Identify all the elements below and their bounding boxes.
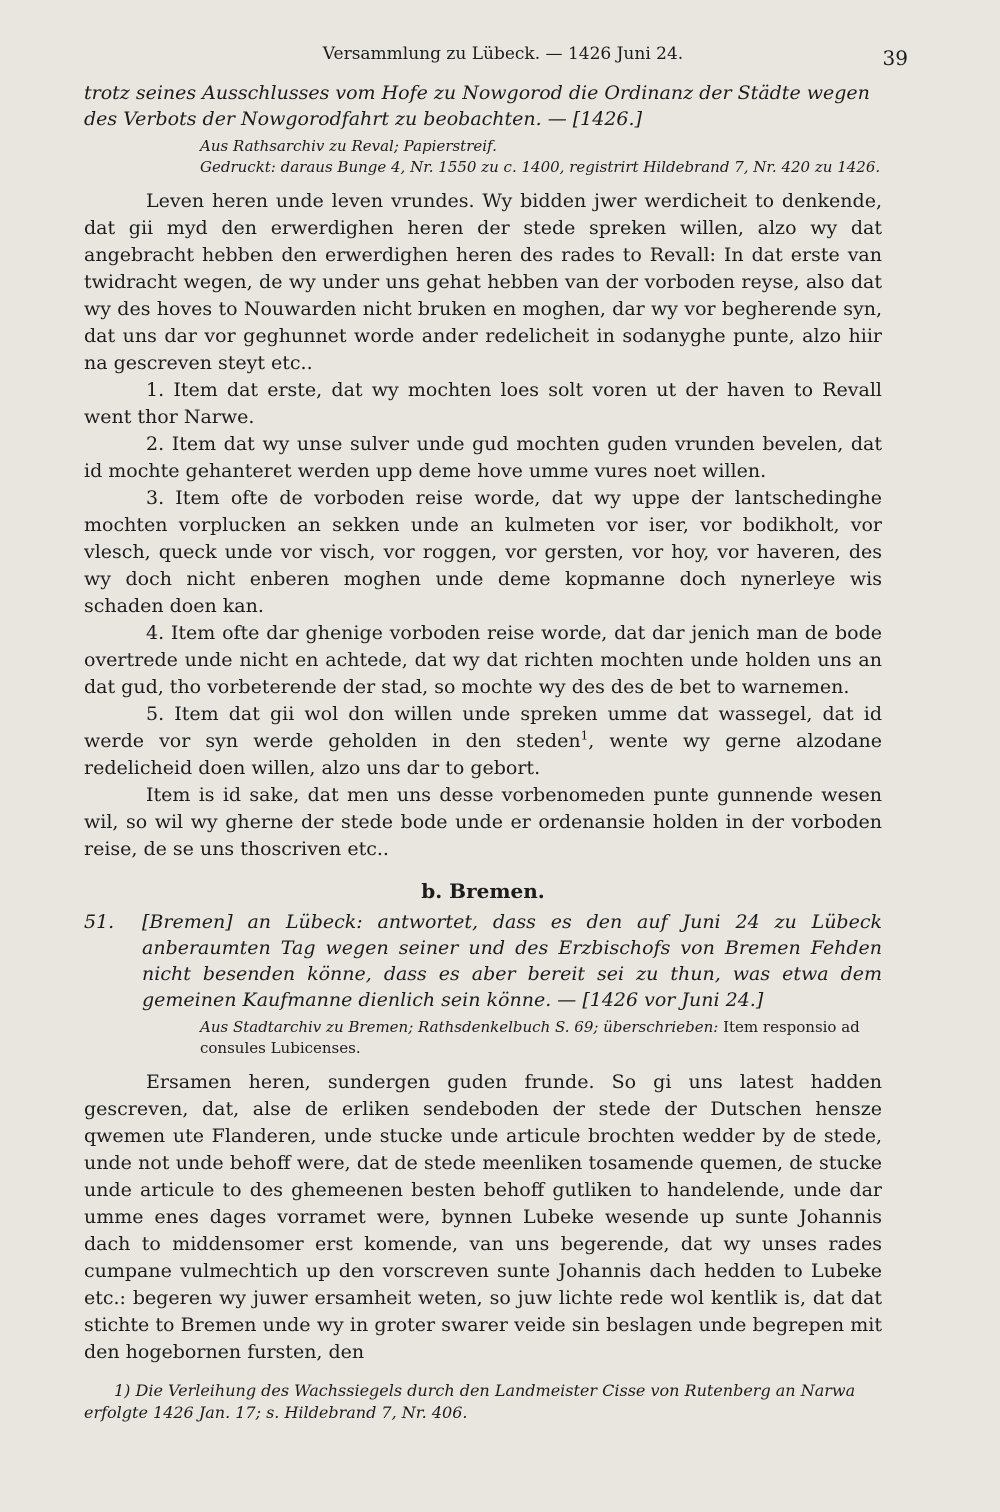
letter1-item-3: 3. Item ofte de vorboden reise worde, dat wy uppe der lantschedinghe mochten vorplucken an sekken unde an kulmeten vor iser, vor bodikholt, vor vlesch, queck unde vor visch, vor roggen, vor gersten, vor hoy, vor haveren, des wy doch nicht enberen moghen unde deme kopmanne doch nynerleye wis schaden doen kan. <box>84 487 882 617</box>
letter1-item-2: 2. Item dat wy unse sulver unde gud mochten guden vrunden bevelen, dat id mochte gehanteret werden upp deme hove umme vures noet willen. <box>84 433 882 482</box>
footnote-mark: 1) <box>114 1381 131 1400</box>
top-source-note <box>84 136 882 178</box>
footnote <box>84 1380 882 1424</box>
item5-text-b: , wente wy gerne alzodane redelicheid doen willen, alzo uns dar to gebort. <box>84 730 882 779</box>
source-archive-line: Aus Rathsarchiv zu Reval; Papierstreif. <box>200 137 497 155</box>
running-header <box>84 44 908 80</box>
letter1-closing: Item is id sake, dat men uns desse vorbenomeden punte gunnende wesen wil, so wil wy gherne der stede bode unde er ordenansie holden in der vorboden reise, de se uns thoscriven etc.. <box>84 784 882 860</box>
letter1-item-4: 4. Item ofte dar ghenige vorboden reise worde, dat dar jenich man de bode overtrede unde nicht en achtede, dat wy dat richten mochten unde holden uns an dat gud, tho vorbeterende der stad, so mochte wy des des de bet to warnemen. <box>84 622 882 698</box>
entry-51 <box>84 909 882 1013</box>
letter1-paragraph: Leven heren unde leven vrundes. Wy bidden jwer werdicheit to denkende, dat gii myd den erwerdighen heren der stede spreken willen, alzo wy dat angebracht hebben den erwerdighen heren des rades to Revall: In dat erste van twidracht wegen, de wy under uns gehat hebben van der vorboden reyse, also dat wy des hoves to Nouwarden nicht bruken en moghen, dar wy vor begherende syn, dat uns dar vor geghunnet worde ander redelicheit in sodanyghe punte, alzo hiir na gescreven steyt etc.. <box>84 190 882 374</box>
source-italic: Aus Stadtarchiv zu Bremen; Rathsdenkelbuch S. 69; überschrieben: <box>200 1018 719 1036</box>
top-regest-summary: trotz seines Ausschlusses vom Hofe zu Nowgorod die Ordinanz der Städte wegen des Verbots der Nowgorodfahrt zu beobachten. — [1426.] <box>84 82 870 130</box>
entry51-source-note <box>84 1017 882 1059</box>
letter2-paragraph: Ersamen heren, sundergen guden frunde. So gi uns latest hadden gescreven, dat, alse de erliken sendeboden der stede der Dutschen hensze qwemen ute Flanderen, unde stucke unde articule brochten wedder by de stede, unde not unde behoff were, dat de stede meenliken tosamende quemen, de stucke unde articule to des ghemeenen besten behoff gutliken to handelende, unde dar umme enes dages vorramet were, bynnen Lubeke wesende up sunte Johannis dach to middensomer erst komende, van uns begerende, dat wy unses rades cumpane vulmechtich up den vorscreven sunte Johannis dach hedden to Lubeke etc.: begeren wy juwer ersamheit weten, so juw lichte rede wol kentlik is, dat dat stichte to Bremen unde wy in groter swarer veide sin beslagen unde begrepen mit den hogebornen fursten, den <box>84 1071 882 1363</box>
running-title: Versammlung zu Lübeck. — 1426 Juni 24. <box>322 44 684 64</box>
letter1-item-1: 1. Item dat erste, dat wy mochten loes solt voren ut der haven to Revall went thor Narwe. <box>84 379 882 428</box>
entry-summary: [Bremen] an Lübeck: antwortet, dass es den auf Juni 24 zu Lübeck anberaumten Tag wegen seiner und des Erzbischofs von Bremen Fehden nicht besenden könne, dass es aber bereit sei zu thun, was etwa dem gemeinen Kaufmanne dienlich sein könne. — [1426 vor Juni 24.] <box>142 911 882 1011</box>
source-roman: Item responsio ad consules Lubicenses. <box>200 1018 860 1057</box>
page-number: 39 <box>882 46 908 70</box>
item5-text-a: 5. Item dat gii wol don willen unde spreken umme dat wassegel, dat id werde vor syn werde geholden in den steden <box>84 703 882 752</box>
section-heading: b. Bremen. <box>421 879 545 903</box>
footnote-text: Die Verleihung des Wachssiegels durch den Landmeister Cisse von Rutenberg an Narwa erfolgte 1426 Jan. 17; s. Hildebrand 7, Nr. 406. <box>84 1381 856 1422</box>
source-printed-line: Gedruckt: daraus Bunge 4, Nr. 1550 zu c. 1400, registrirt Hildebrand 7, Nr. 420 zu 1426. <box>200 158 881 176</box>
entry-number: 51. <box>84 911 115 933</box>
footnote-ref: 1 <box>580 728 589 743</box>
letter1-item-5 <box>84 701 882 782</box>
